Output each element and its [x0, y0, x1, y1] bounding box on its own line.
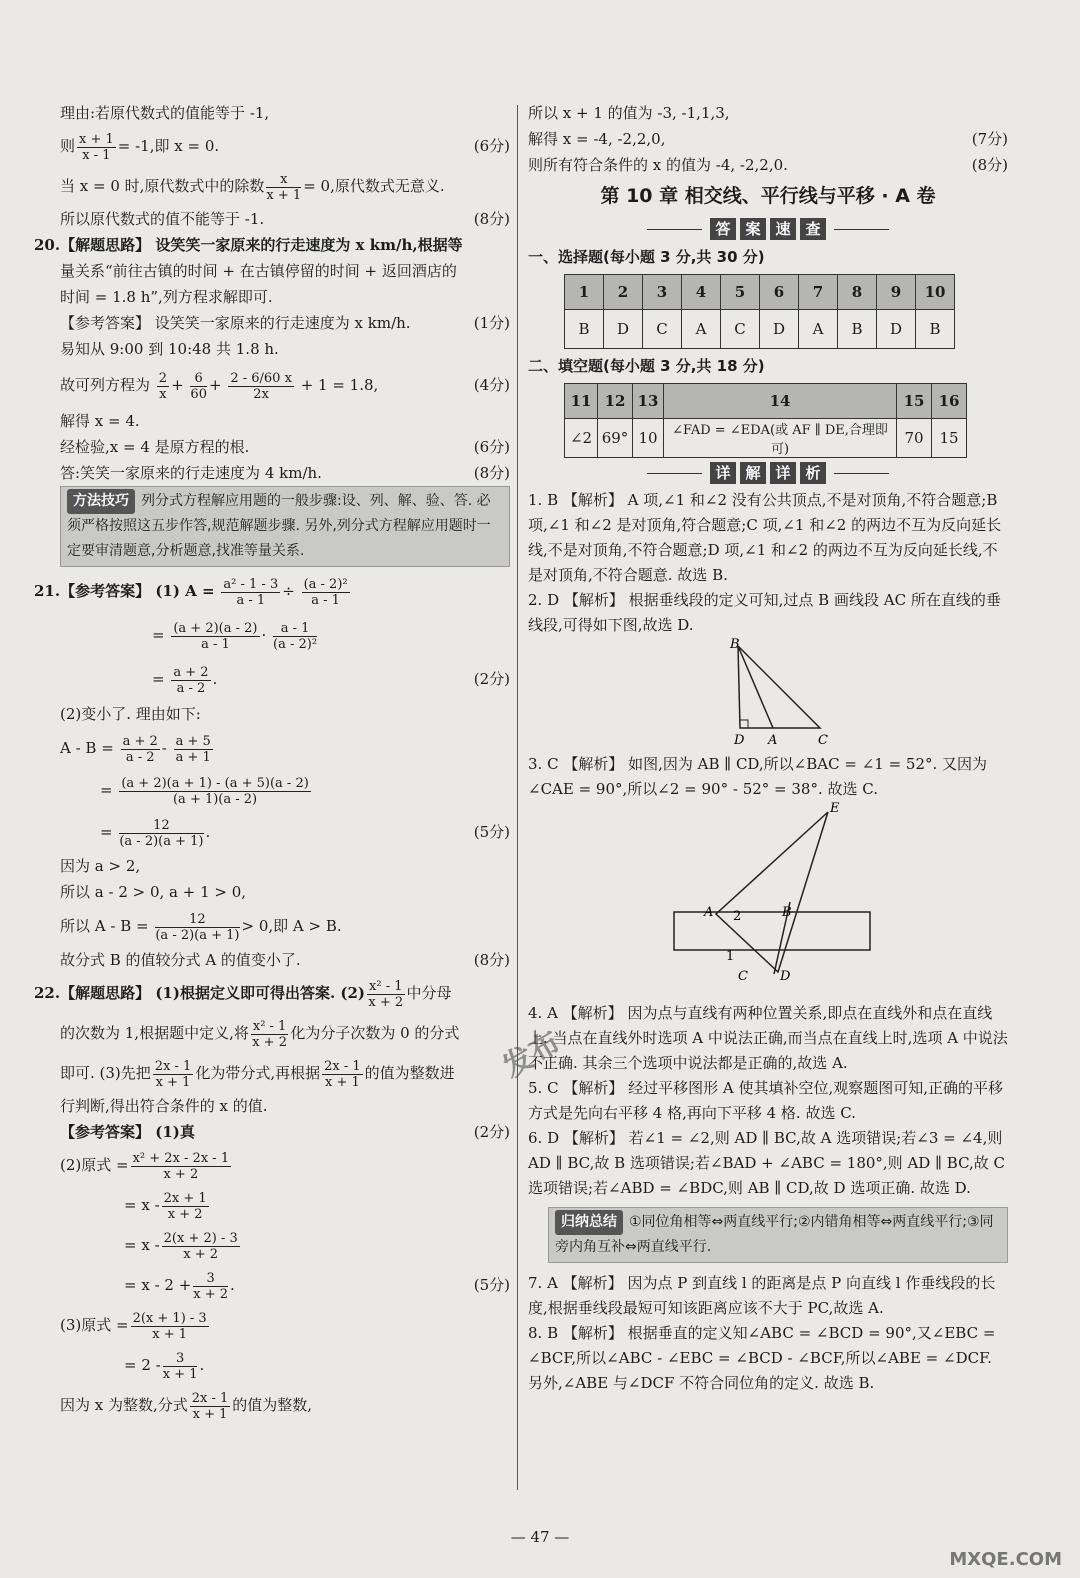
- fraction: $\frac{(a + 2)(a + 1) - (a + 5)(a - 2)}{(a + 1)(a - 2)}$: [121, 775, 309, 807]
- detailed-solution-banner: 详 解 详 析: [528, 462, 1008, 484]
- table-cell: C: [721, 310, 760, 349]
- question-21: 21.【参考答案】 (1) A = $\frac{\text{a² - 1 - 3}}{a - 1}$ ÷ $\frac{\text{(a - 2)²}}{a - 1}$: [34, 576, 348, 608]
- figure-3: [528, 802, 1008, 997]
- fraction: $\frac{(a + 2)(a - 2)}{a - 1}$: [173, 620, 258, 652]
- table-cell: 13: [633, 384, 664, 419]
- score: (6分): [473, 438, 510, 456]
- fraction: $\frac{2x + 1}{x + 2}$: [163, 1190, 207, 1222]
- fraction: $\frac{2}{x}$: [158, 370, 168, 402]
- text-line: 当 x = 0 时,原代数式中的除数 $\frac{x}{x + 1}$ = 0,原代数式无意义.: [60, 171, 445, 203]
- fraction: $\frac{x + 1}{x - 1}$: [79, 131, 114, 163]
- answer-3: 3. C 【解析】 如图,因为 AB ∥ CD,所以∠BAC = ∠1 = 52°. 又因为∠CAE = 90°,所以∠2 = 90° - 52° = 38°. 故选 C.: [528, 755, 988, 798]
- table-cell: 9: [877, 275, 916, 310]
- fig2-label-c: C: [818, 733, 828, 748]
- svg-text:E: E: [830, 802, 840, 816]
- text-line: = $\frac{(a + 2)(a + 1) - (a + 5)(a - 2)}{(a + 1)(a - 2)}$: [100, 775, 309, 807]
- question-20: 20.【解题思路】 设笑笑一家原来的行走速度为 x km/h,根据等: [34, 236, 463, 254]
- text-line: 解得 x = 4.: [60, 412, 140, 430]
- svg-text:A: A: [704, 905, 714, 920]
- fraction: $\frac{a + 2}{a - 2}$: [173, 664, 209, 696]
- score: (8分): [473, 210, 510, 228]
- answer-1: 1. B 【解析】 A 项,∠1 和∠2 没有公共顶点,不是对顶角,不符合题意;B 项,∠1 和∠2 是对顶角,符合题意;C 项,∠1 和∠2 的两边不互为反向延长线,不是对顶角,不符合题意;D 项,∠1 和∠2 的两边不互为反向延长线,不是对顶角,不符合题意. 故选 B.: [528, 491, 1002, 584]
- score: (1分): [473, 314, 510, 332]
- summary-tip-label: 归纳总结: [555, 1210, 623, 1235]
- fill-answer-table: [564, 383, 967, 458]
- text-line: (2)变小了. 理由如下:: [60, 705, 201, 723]
- svg-text:1: 1: [726, 949, 735, 964]
- text-line: 易知从 9:00 到 10:48 共 1.8 h.: [60, 340, 279, 358]
- fraction: $\frac{\text{(a - 2)²}}{a - 1}$: [303, 576, 348, 608]
- answer-5: 5. C 【解析】 经过平移图形 A 使其填补空位,观察题图可知,正确的平移方式是先向右平移 4 格,再向下平移 4 格. 故选 C.: [528, 1079, 1004, 1122]
- table-cell: 4: [682, 275, 721, 310]
- text-line: 答:笑笑一家原来的行走速度为 4 km/h. (8分): [60, 460, 510, 486]
- table-cell: B: [565, 310, 604, 349]
- table-cell: 15: [897, 384, 932, 419]
- table-cell: 16: [932, 384, 967, 419]
- text-line: 所以 x + 1 的值为 -3, -1,1,3,: [528, 104, 730, 122]
- right-column: [528, 100, 1008, 1396]
- text-line: = 2 - $\frac{3}{x + 1}$ .: [124, 1350, 205, 1382]
- table-cell: D: [604, 310, 643, 349]
- table-cell: B: [916, 310, 955, 349]
- text-line: = x - 2 + $\frac{3}{x + 2}$ . (5分): [60, 1265, 510, 1305]
- score: (4分): [473, 376, 510, 394]
- text-line: 因为 x 为整数,分式 $\frac{2x - 1}{x + 1}$ 的值为整数,: [60, 1390, 313, 1422]
- table-cell: D: [760, 310, 799, 349]
- answer-2: 2. D 【解析】 根据垂线段的定义可知,过点 B 画线段 AC 所在直线的垂线段,可得如下图,故选 D.: [528, 591, 1001, 634]
- text-line: 量关系“前往古镇的时间 + 在古镇停留的时间 + 返回酒店的: [60, 262, 457, 280]
- fraction: $\frac{6}{60}$: [190, 370, 207, 402]
- chapter-title: 第 10 章 相交线、平行线与平移 · A 卷: [600, 185, 936, 207]
- text-line: 所以 A - B = $\frac{12}{(a - 2)(a + 1)}$ > 0,即 A > B.: [60, 911, 342, 943]
- answer-6: 6. D 【解析】 若∠1 = ∠2,则 AD ∥ BC,故 A 选项错误;若∠3 = ∠4,则 AD ∥ BC,故 B 选项错误;若∠BAD + ∠ABC = 180°,则 AD ∥ BC,故 C 选项错误;若∠ABD = ∠BDC,则 AB ∥ CD,故 D 选项正确. 故选 D.: [528, 1129, 1006, 1197]
- fraction: $\frac{a - 1}{\text{(a - 2)²}}$: [273, 620, 318, 652]
- section-fill: 二、填空题(每小题 3 分,共 18 分): [528, 357, 765, 375]
- fraction: $\frac{2(x + 1) - 3}{x + 1}$: [132, 1310, 207, 1342]
- question-22: 22.【解题思路】 (1)根据定义即可得出答案. (2) $\frac{\text{x² - 1}}{x + 2}$ 中分母: [34, 978, 452, 1010]
- table-cell: 11: [565, 384, 598, 419]
- score: (6分): [473, 137, 510, 155]
- text-line: 时间 = 1.8 h”,列方程求解即可.: [60, 288, 273, 306]
- table-cell: B: [838, 310, 877, 349]
- text-line: 的次数为 1,根据题中定义,将 $\frac{\text{x² - 1}}{x + 2}$ 化为分子次数为 0 的分式: [60, 1018, 460, 1050]
- table-cell: 2: [604, 275, 643, 310]
- table-cell: 3: [643, 275, 682, 310]
- fraction: $\frac{12}{(a - 2)(a + 1)}$: [119, 817, 204, 849]
- text-line: = $\frac{(a + 2)(a - 2)}{a - 1}$ · $\frac{a - 1}{\text{(a - 2)²}}$: [152, 620, 318, 652]
- text-line: 所以原代数式的值不能等于 -1. (8分): [60, 206, 510, 232]
- text-line: 理由:若原代数式的值能等于 -1,: [60, 104, 270, 122]
- text-line: (3)原式 = $\frac{2(x + 1) - 3}{x + 1}$: [60, 1310, 207, 1342]
- table-cell: 69°: [598, 419, 633, 458]
- fraction: $\frac{2(x + 2) - 3}{x + 2}$: [163, 1230, 238, 1262]
- score: (8分): [971, 156, 1008, 174]
- choice-answer-table: [564, 274, 955, 349]
- table-cell: 5: [721, 275, 760, 310]
- svg-text:D: D: [780, 969, 791, 984]
- text-line: 【参考答案】 (1)真 (2分): [60, 1119, 510, 1145]
- table-cell: 14: [664, 384, 897, 419]
- section-choice: 一、选择题(每小题 3 分,共 30 分): [528, 248, 765, 266]
- table-cell: C: [643, 310, 682, 349]
- answer-quick-banner: 答 案 速 查: [528, 218, 1008, 240]
- answer-7: 7. A 【解析】 因为点 P 到直线 l 的距离是点 P 向直线 l 作垂线段的长度,根据垂线段最短可知该距离应该不大于 PC,故选 A.: [528, 1274, 996, 1317]
- table-cell: A: [799, 310, 838, 349]
- score: (2分): [473, 1123, 510, 1141]
- table-cell: 1: [565, 275, 604, 310]
- table-cell: 8: [838, 275, 877, 310]
- text-line: = x - $\frac{2x + 1}{x + 2}$: [124, 1190, 207, 1222]
- text-line: 解得 x = -4, -2,2,0, (7分): [528, 126, 1008, 152]
- score: (5分): [473, 823, 510, 841]
- text-line: 故分式 B 的值较分式 A 的值变小了. (8分): [60, 947, 510, 973]
- summary-tip-box: 归纳总结 ①同位角相等⇔两直线平行;②内错角相等⇔两直线平行;③同旁内角互补⇔两直线平行.: [548, 1207, 1008, 1263]
- text-line: = x - $\frac{2(x + 2) - 3}{x + 2}$: [124, 1230, 238, 1262]
- fraction: $\frac{\text{x² - 1}}{x + 2}$: [252, 1018, 287, 1050]
- table-cell: 7: [799, 275, 838, 310]
- table-cell: D: [877, 310, 916, 349]
- fraction: $\frac{a + 5}{a + 1}$: [175, 733, 211, 765]
- table-cell: 70: [897, 419, 932, 458]
- fraction: $\frac{\text{x² + 2x - 2x - 1}}{x + 2}$: [132, 1150, 230, 1182]
- fraction: $\frac{2x - 1}{x + 1}$: [154, 1058, 192, 1090]
- score: (2分): [473, 670, 510, 688]
- figure-2: [528, 638, 1008, 748]
- text-line: 因为 a > 2,: [60, 857, 141, 875]
- answer-4: 4. A 【解析】 因为点与直线有两种位置关系,即点在直线外和点在直线上. 当点在直线外时选项 A 中说法正确,而当点在直线上时,选项 A 中说法不正确. 其余三个选项中说法都是正确的,故选 A.: [528, 1004, 1008, 1072]
- text-line: 经检验,x = 4 是原方程的根. (6分): [60, 434, 510, 460]
- method-tip-box: 方法技巧 列分式方程解应用题的一般步骤:设、列、解、验、答. 必须严格按照这五步作答,规范解题步骤. 另外,列分式方程解应用题时一定要审清题意,分析题意,找准等量关系.: [60, 486, 510, 567]
- text-line: = $\frac{a + 2}{a - 2}$ . (2分): [60, 657, 510, 701]
- table-cell: 12: [598, 384, 633, 419]
- fraction: $\frac{a + 2}{a - 2}$: [122, 733, 158, 765]
- fraction: $\frac{2x - 1}{x + 1}$: [324, 1058, 361, 1090]
- text-line: 故可列方程为 $\frac{2}{x}$ + $\frac{6}{60}$ + $\frac{2 - 6/60 x}{2x}$ + 1 = 1.8, (4分): [60, 362, 510, 408]
- text-line: (2)原式 = $\frac{\text{x² + 2x - 2x - 1}}{x + 2}$: [60, 1150, 230, 1182]
- svg-text:C: C: [738, 969, 748, 984]
- text-line: 行判断,得出符合条件的 x 的值.: [60, 1097, 268, 1115]
- text-line: 则所有符合条件的 x 的值为 -4, -2,2,0. (8分): [528, 152, 1008, 178]
- fig2-label-b: B: [730, 638, 740, 652]
- svg-text:B: B: [782, 905, 792, 920]
- table-cell: 10: [633, 419, 664, 458]
- method-tip-label: 方法技巧: [67, 489, 135, 514]
- score: (7分): [971, 130, 1008, 148]
- fraction: $\frac{3}{x + 1}$: [162, 1350, 198, 1382]
- fraction: $\frac{12}{(a - 2)(a + 1)}$: [155, 911, 240, 943]
- watermark-logo: MXQE.COM: [949, 1549, 1062, 1570]
- text-line: 即可. (3)先把 $\frac{2x - 1}{x + 1}$ 化为带分式,再根据 $\frac{2x - 1}{x + 1}$ 的值为整数进: [60, 1058, 455, 1090]
- text-line: 【参考答案】 设笑笑一家原来的行走速度为 x km/h. (1分): [60, 310, 510, 336]
- table-cell: A: [682, 310, 721, 349]
- score: (8分): [473, 951, 510, 969]
- text-line: 所以 a - 2 > 0, a + 1 > 0,: [60, 883, 247, 901]
- score: (5分): [473, 1276, 510, 1294]
- fraction: $\frac{2x - 1}{x + 1}$: [191, 1390, 229, 1422]
- svg-text:2: 2: [733, 909, 742, 924]
- page-number: — 47 —: [510, 1528, 570, 1546]
- score: (8分): [473, 464, 510, 482]
- fig2-label-d: D: [734, 733, 745, 748]
- table-cell: 10: [916, 275, 955, 310]
- column-divider: [517, 105, 518, 1490]
- text-line: = $\frac{12}{(a - 2)(a + 1)}$ . (5分): [60, 811, 510, 853]
- fraction: $\frac{\text{a² - 1 - 3}}{a - 1}$: [223, 576, 279, 608]
- text-line: 则 $\frac{x + 1}{x - 1}$ = -1,即 x = 0. (6分): [60, 126, 510, 166]
- fraction: $\frac{3}{x + 2}$: [193, 1270, 229, 1302]
- fraction: $\frac{2 - 6/60 x}{2x}$: [230, 370, 292, 402]
- left-column: [34, 100, 510, 1425]
- fraction: $\frac{x}{x + 1}$: [266, 171, 302, 203]
- table-cell: 15: [932, 419, 967, 458]
- fraction: $\frac{\text{x² - 1}}{x + 2}$: [368, 978, 404, 1010]
- ink-stamp: 发布: [497, 1024, 567, 1086]
- answer-8: 8. B 【解析】 根据垂直的定义知∠ABC = ∠BCD = 90°,又∠EBC = ∠BCF,所以∠ABC - ∠EBC = ∠BCD - ∠BCF,所以∠ABE = ∠DCF. 另外,∠ABE 与∠DCF 不符合同位角的定义. 故选 B.: [528, 1324, 996, 1392]
- text-line: A - B = $\frac{a + 2}{a - 2}$ - $\frac{a + 5}{a + 1}$: [60, 733, 211, 765]
- table-cell: ∠2: [565, 419, 598, 458]
- table-cell: ∠FAD = ∠EDA(或 AF ∥ DE,合理即可): [664, 419, 897, 458]
- fig2-label-a: A: [768, 733, 778, 748]
- table-cell: 6: [760, 275, 799, 310]
